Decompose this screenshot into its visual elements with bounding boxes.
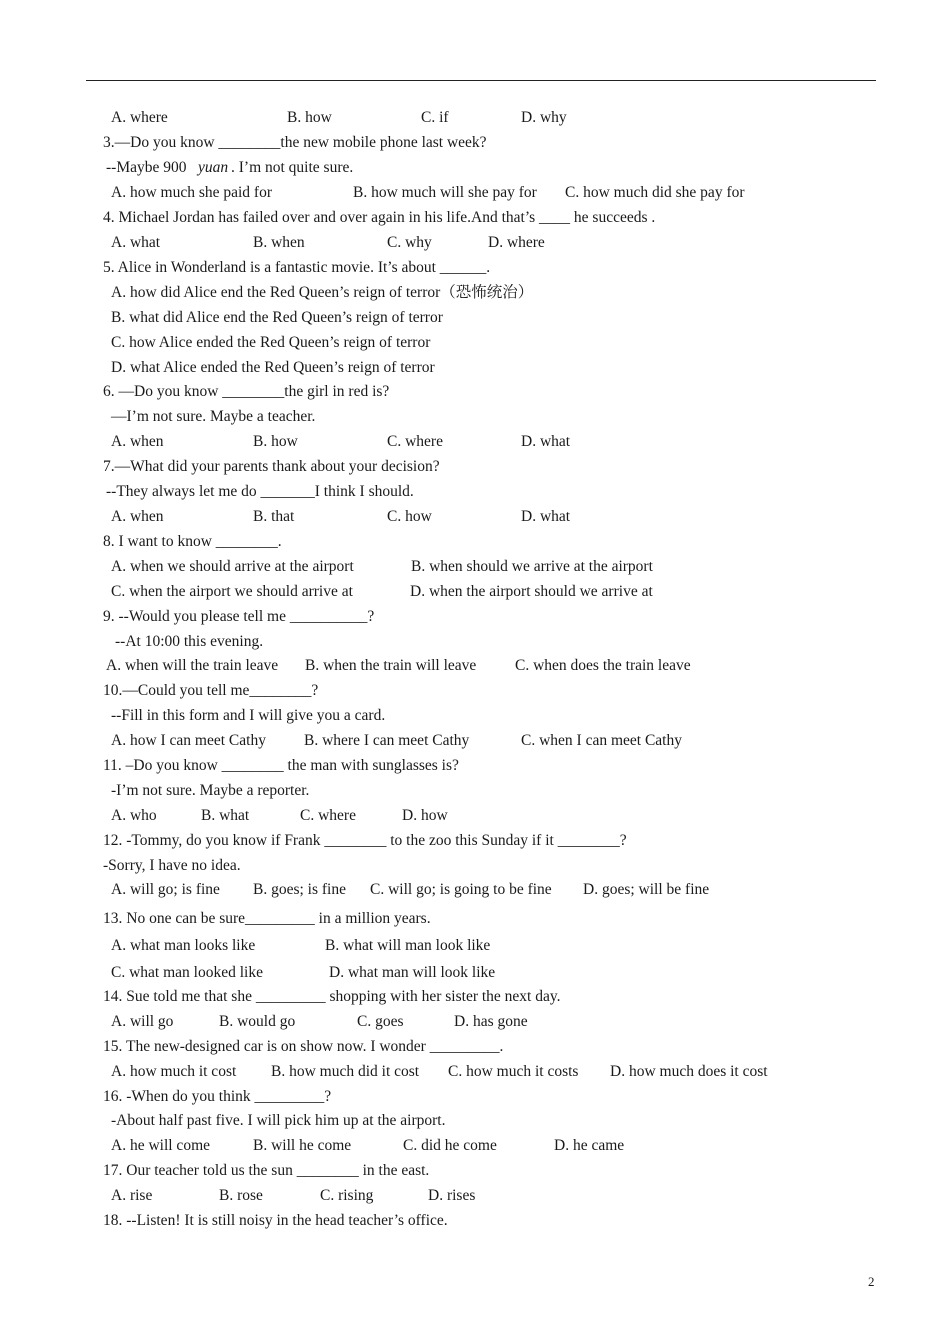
question-line: 9. --Would you please tell me __________? bbox=[103, 608, 375, 625]
question-line: --They always let me do _______I think I should. bbox=[106, 483, 414, 500]
question-line: --At 10:00 this evening. bbox=[115, 633, 264, 650]
option-text: C. if bbox=[421, 109, 449, 126]
question-line: B. what did Alice end the Red Queen’s reign of terror bbox=[111, 309, 443, 326]
option-text: B. how much did it cost bbox=[271, 1063, 420, 1080]
option-text: C. where bbox=[300, 807, 356, 824]
option-text: A. how much it cost bbox=[111, 1063, 237, 1080]
question-line: 12. -Tommy, do you know if Frank ________ to the zoo this Sunday if it ________? bbox=[103, 832, 627, 849]
option-text: A. when will the train leave bbox=[106, 657, 279, 674]
option-text: D. goes; will be fine bbox=[583, 881, 710, 898]
question-line: --Fill in this form and I will give you a card. bbox=[111, 707, 386, 724]
question-line: 18. --Listen! It is still noisy in the head teacher’s office. bbox=[103, 1212, 448, 1229]
option-text: A. what man looks like bbox=[111, 937, 256, 954]
question-line: 14. Sue told me that she _________ shopping with her sister the next day. bbox=[103, 988, 561, 1005]
question-line: 11. –Do you know ________ the man with sunglasses is? bbox=[103, 757, 459, 774]
question-line: 10.—Could you tell me________? bbox=[103, 682, 319, 699]
option-text: B. that bbox=[253, 508, 295, 525]
option-text: B. how bbox=[287, 109, 332, 126]
page-number: 2 bbox=[868, 1274, 875, 1289]
question-line: —I’m not sure. Maybe a teacher. bbox=[111, 408, 316, 425]
question-line: -About half past five. I will pick him up at the airport. bbox=[111, 1112, 446, 1129]
option-text: B. would go bbox=[219, 1013, 296, 1030]
option-text: A. when bbox=[111, 433, 164, 450]
option-text: A. rise bbox=[111, 1187, 153, 1204]
option-text: D. what bbox=[521, 508, 571, 525]
question-line: 17. Our teacher told us the sun ________ in the east. bbox=[103, 1162, 430, 1179]
option-text: B. how much will she pay for bbox=[353, 184, 537, 201]
option-text: A. who bbox=[111, 807, 157, 824]
question-line: -I’m not sure. Maybe a reporter. bbox=[111, 782, 310, 799]
option-text: B. what bbox=[201, 807, 250, 824]
option-text: A. where bbox=[111, 109, 168, 126]
question-line: 13. No one can be sure_________ in a million years. bbox=[103, 910, 431, 927]
option-text: D. what bbox=[521, 433, 571, 450]
option-text: A. will go bbox=[111, 1013, 174, 1030]
option-text: A. he will come bbox=[111, 1137, 211, 1154]
option-text: C. how much it costs bbox=[448, 1063, 579, 1080]
option-text: D. what man will look like bbox=[329, 964, 496, 981]
option-text: C. when does the train leave bbox=[515, 657, 691, 674]
option-text: A. what bbox=[111, 234, 161, 251]
option-text: C. where bbox=[387, 433, 443, 450]
option-text: C. what man looked like bbox=[111, 964, 263, 981]
option-text: D. rises bbox=[428, 1187, 476, 1204]
option-text: A. will go; is fine bbox=[111, 881, 220, 898]
option-text: . I’m not quite sure. bbox=[231, 159, 354, 176]
option-text: --Maybe 900 bbox=[106, 159, 191, 176]
option-text: D. when the airport should we arrive at bbox=[410, 583, 653, 600]
option-text: D. how much does it cost bbox=[610, 1063, 768, 1080]
option-text: D. why bbox=[521, 109, 567, 126]
option-text: A. when bbox=[111, 508, 164, 525]
option-text: D. he came bbox=[554, 1137, 625, 1154]
option-text: C. how much did she pay for bbox=[565, 184, 745, 201]
question-line: 5. Alice in Wonderland is a fantastic movie. It’s about ______. bbox=[103, 259, 491, 276]
option-text: B. will he come bbox=[253, 1137, 352, 1154]
option-text: B. how bbox=[253, 433, 298, 450]
option-text: yuan bbox=[198, 159, 229, 176]
question-line: 3.—Do you know ________the new mobile phone last week? bbox=[103, 134, 487, 151]
question-line: 6. —Do you know ________the girl in red is? bbox=[103, 383, 390, 400]
question-line: 8. I want to know ________. bbox=[103, 533, 282, 550]
header-rule bbox=[86, 80, 876, 81]
question-line: 16. -When do you think _________? bbox=[103, 1088, 332, 1105]
option-text: C. did he come bbox=[403, 1137, 497, 1154]
option-text: C. how bbox=[387, 508, 432, 525]
option-text: D. where bbox=[488, 234, 545, 251]
option-text: A. how much she paid for bbox=[111, 184, 272, 201]
option-text: B. when bbox=[253, 234, 305, 251]
option-text: C. when the airport we should arrive at bbox=[111, 583, 353, 600]
option-text: C. will go; is going to be fine bbox=[370, 881, 552, 898]
question-line: 7.—What did your parents thank about your decision? bbox=[103, 458, 440, 475]
option-text: B. rose bbox=[219, 1187, 263, 1204]
option-text: B. when the train will leave bbox=[305, 657, 477, 674]
option-text: B. when should we arrive at the airport bbox=[411, 558, 653, 575]
question-line: 4. Michael Jordan has failed over and over again in his life.And that’s ____ he succeeds . bbox=[103, 209, 656, 226]
option-text: D. how bbox=[402, 807, 448, 824]
option-text: A. when we should arrive at the airport bbox=[111, 558, 354, 575]
option-text: C. when I can meet Cathy bbox=[521, 732, 682, 749]
question-line: -Sorry, I have no idea. bbox=[103, 857, 241, 874]
question-line: D. what Alice ended the Red Queen’s reign of terror bbox=[111, 359, 435, 376]
option-text: B. where I can meet Cathy bbox=[304, 732, 470, 749]
option-text: A. how I can meet Cathy bbox=[111, 732, 266, 749]
option-text: B. goes; is fine bbox=[253, 881, 346, 898]
option-text: C. why bbox=[387, 234, 432, 251]
option-text: D. has gone bbox=[454, 1013, 528, 1030]
question-line: A. how did Alice end the Red Queen’s reign of terror（恐怖统治） bbox=[111, 284, 534, 301]
option-text: C. rising bbox=[320, 1187, 374, 1204]
option-text: B. what will man look like bbox=[325, 937, 491, 954]
option-text: C. goes bbox=[357, 1013, 404, 1030]
question-line: 15. The new-designed car is on show now. I wonder _________. bbox=[103, 1038, 504, 1055]
question-line: C. how Alice ended the Red Queen’s reign of terror bbox=[111, 334, 431, 351]
